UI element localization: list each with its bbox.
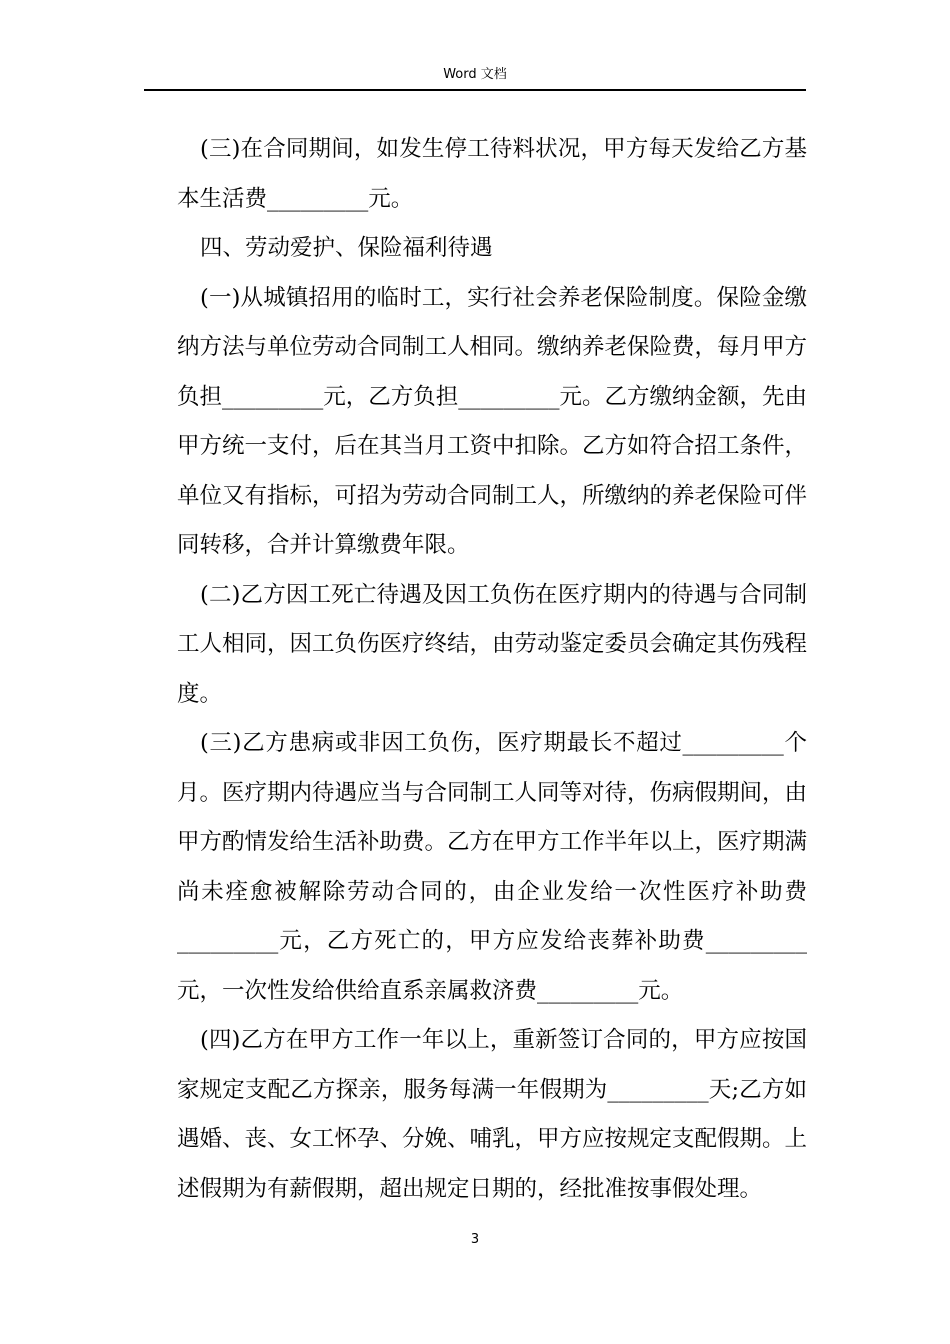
paragraph-work-injury: (二)乙方因工死亡待遇及因工负伤在医疗期内的待遇与合同制工人相同，因工负伤医疗终结，由劳动鉴定委员会确定其伤残程度。 [177, 581, 808, 707]
document-body [177, 125, 807, 1214]
paragraph-living-allowance: (三)在合同期间，如发生停工待料状况，甲方每天发给乙方基本生活费_________元。 [177, 136, 807, 212]
header-title: Word 文档 [443, 67, 507, 82]
page-number: 3 [470, 1232, 480, 1247]
page-header [144, 64, 806, 91]
paragraph-holidays: (四)乙方在甲方工作一年以上，重新签订合同的，甲方应按国家规定支配乙方探亲，服务每满一年假期为_________天;乙方如遇婚、丧、女工怀孕、分娩、哺乳，甲方应按规定支配假期。上述假期为有薪假期，超出规定日期的，经批准按事假处理。 [177, 1027, 808, 1202]
paragraph-pension-insurance: (一)从城镇招用的临时工，实行社会养老保险制度。保险金缴纳方法与单位劳动合同制工人相同。缴纳养老保险费，每月甲方负担_________元，乙方负担_________元。乙方缴纳金额，先由甲方统一支付，后在其当月工资中扣除。乙方如符合招工条件，单位又有指标，可招为劳动合同制工人，所缴纳的养老保险可伴同转移，合并计算缴费年限。 [177, 284, 808, 558]
section-heading-insurance-welfare: 四、劳动爱护、保险福利待遇 [200, 235, 493, 261]
paragraph-sick-leave: (三)乙方患病或非因工负伤，医疗期最长不超过_________个月。医疗期内待遇应当与合同制工人同等对待，伤病假期间，由甲方酌情发给生活补助费。乙方在甲方工作半年以上，医疗期满尚未痊愈被解除劳动合同的，由企业发给一次性医疗补助费_________元，乙方死亡的，甲方应发给丧葬补助费_________元，一次性发给供给直系亲属救济费_________元。 [177, 730, 808, 1004]
